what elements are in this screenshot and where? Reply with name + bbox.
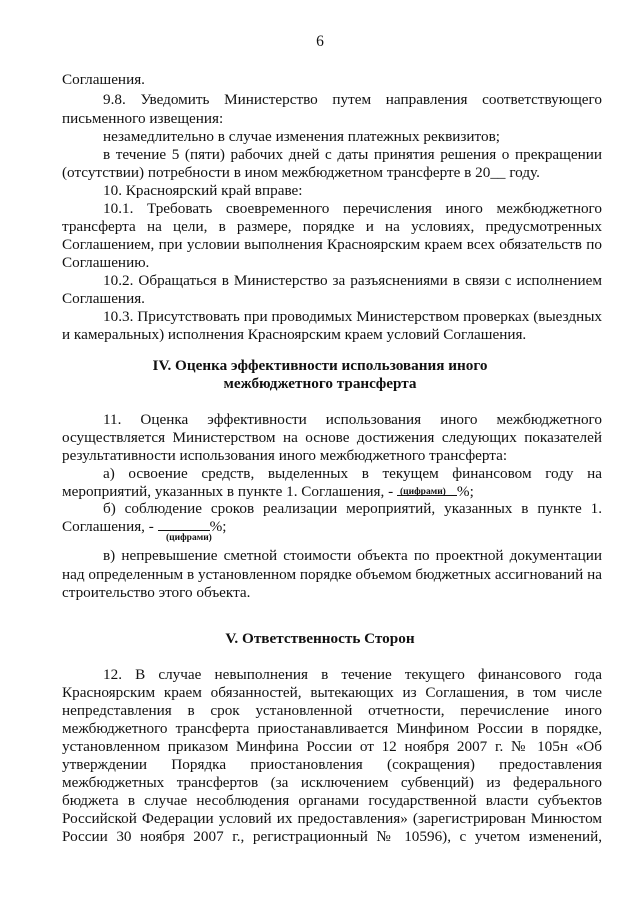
text-line: Соглашения.: [62, 290, 145, 307]
text-line: [62, 518, 602, 535]
text-line: 12. В случае невыполнения в течение текущего финансового года: [103, 666, 602, 683]
text-line: результативности использования иного межбюджетного трансферта:: [62, 447, 508, 464]
text-line: Соглашения.: [62, 71, 145, 88]
page-number: 6: [316, 33, 324, 50]
text-line: в течение 5 (пяти) рабочих дней с даты принятия решения о прекращении: [103, 146, 602, 163]
text-line: России 30 ноября 2007 г., регистрационный № 10596), с учетом изменений,: [62, 828, 602, 845]
text-line: а) освоение средств, выделенных в текущем финансовом году на: [103, 465, 602, 482]
text-line: 11. Оценка эффективности использования иного межбюджетного: [103, 411, 602, 428]
section-heading: IV. Оценка эффективности использования иного: [152, 357, 488, 374]
text-line: б) соблюдение сроков реализации мероприятий, указанных в пункте 1.: [103, 500, 602, 517]
text-line: [62, 483, 602, 500]
text-line: бюджета в случае несоблюдения органами государственной власти субъектов: [62, 792, 602, 809]
text-line: установленном приказом Минфина России от 12 ноября 2007 г. № 105н «Об: [62, 738, 602, 755]
text-line: письменного извещения:: [62, 110, 224, 127]
fill-in-blank: [158, 518, 210, 531]
text-line: 10. Красноярский край вправе:: [103, 182, 303, 199]
text-line: и камеральных) исполнения Красноярским краем условий Соглашения.: [62, 326, 527, 343]
blank-caption: (цифрами): [400, 487, 446, 497]
text-line: Красноярским краем обязанностей, вытекающих из Соглашения, в том числе: [62, 684, 602, 701]
text-line: строительство этого объекта.: [62, 584, 251, 601]
text-line: утверждении Порядка приостановления (сокращения) предоставления: [62, 756, 602, 773]
text-line: в) непревышение сметной стоимости объекта по проектной документации: [103, 547, 602, 564]
text-line: 10.3. Присутствовать при проводимых Министерством проверках (выездных: [103, 308, 602, 325]
text-fragment: Соглашения, -: [62, 518, 154, 535]
text-line: незамедлительно в случае изменения платежных реквизитов;: [103, 128, 500, 145]
text-line: межбюджетного трансферта приостанавливается Минфином России в порядке,: [62, 720, 602, 737]
percent-sign: %;: [209, 518, 227, 535]
text-line: непредставления в срок установленной отчетности, перечисление иного: [62, 702, 602, 719]
text-line: межбюджетных трансфертов (за исключением субвенций) из федерального: [62, 774, 602, 791]
text-line: Соглашению.: [62, 254, 150, 271]
text-line: над определенным в установленном порядке объемом бюджетных ассигнований на: [62, 566, 602, 583]
percent-sign: %;: [456, 483, 474, 500]
text-line: Российской Федерации условий их предоставления» (зарегистрирован Минюстом: [62, 810, 602, 827]
section-heading: межбюджетного трансферта: [223, 375, 417, 392]
text-line: 10.1. Требовать своевременного перечисления иного межбюджетного: [103, 200, 602, 217]
text-line: трансферта на цели, в размере, порядке и на условиях, предусмотренных: [62, 218, 602, 235]
text-line: (отсутствии) потребности в ином межбюджетном трансферте в 20__ году.: [62, 164, 540, 181]
text-line: 9.8. Уведомить Министерство путем направления соответствующего: [103, 91, 602, 108]
section-heading: V. Ответственность Сторон: [225, 630, 415, 647]
text-line: Соглашением, при условии выполнения Красноярским краем всех обязательств по: [62, 236, 602, 253]
text-line: осуществляется Министерством на основе достижения следующих показателей: [62, 429, 602, 446]
blank-caption: (цифрами): [166, 533, 212, 543]
text-fragment: мероприятий, указанных в пункте 1. Соглашения, -: [62, 483, 394, 500]
text-line: 10.2. Обращаться в Министерство за разъяснениями в связи с исполнением: [103, 272, 602, 289]
